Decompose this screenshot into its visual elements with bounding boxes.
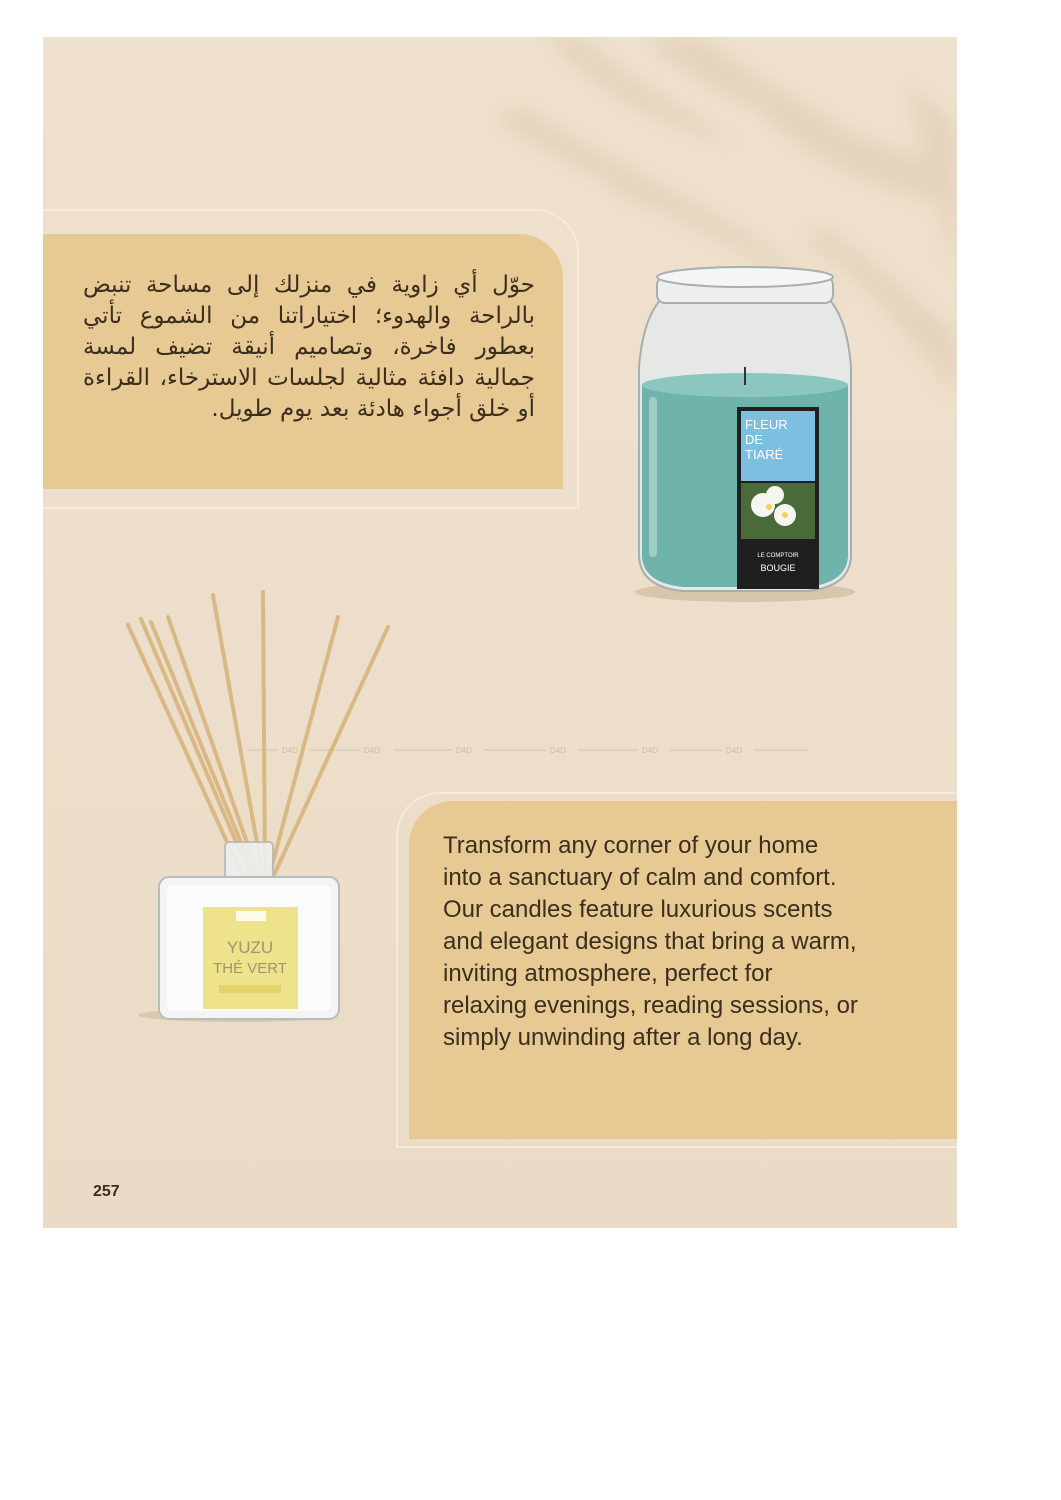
diffuser-label-line1: YUZU	[226, 938, 274, 957]
watermark-mark: D4D	[364, 746, 381, 755]
candle-brand-line2: BOUGIE	[760, 563, 796, 573]
candle-label-line2: DE	[745, 432, 764, 447]
candle-label-line1: FLEUR	[745, 417, 788, 432]
candle-jar-image	[623, 257, 863, 607]
watermark-mark: D4D	[642, 746, 659, 755]
english-paragraph: Transform any corner of your home into a sanctuary of calm and comfort. Our candles feature luxurious scents and elegant designs that bring a warm, inviting atmosphere, perfect for relaxing evenings, reading sessions, or simply unwinding after a long day.	[443, 832, 858, 1051]
catalog-page	[43, 37, 957, 1228]
candle-label-line3: TIARÉ	[745, 447, 784, 462]
candle-brand-line1: LE COMPTOIR	[757, 553, 799, 559]
page-number: 257	[93, 1183, 120, 1200]
watermark-mark: D4D	[456, 746, 473, 755]
watermark-mark: D4D	[726, 746, 743, 755]
watermark-mark: D4D	[282, 746, 299, 755]
reed-diffuser-image	[123, 587, 398, 1027]
arabic-paragraph: حوّل أي زاوية في منزلك إلى مساحة تنبض بالراحة والهدوء؛ اختياراتنا من الشموع تأتي بعطور فاخرة، وتصاميم أنيقة تضيف لمسة جمالية دافئة مثالية لجلسات الاسترخاء، القراءة أو خلق أجواء هادئة بعد يوم طويل.	[83, 272, 535, 422]
diffuser-label-line2: THÉ VERT	[213, 960, 287, 977]
watermark-mark: D4D	[550, 746, 567, 755]
